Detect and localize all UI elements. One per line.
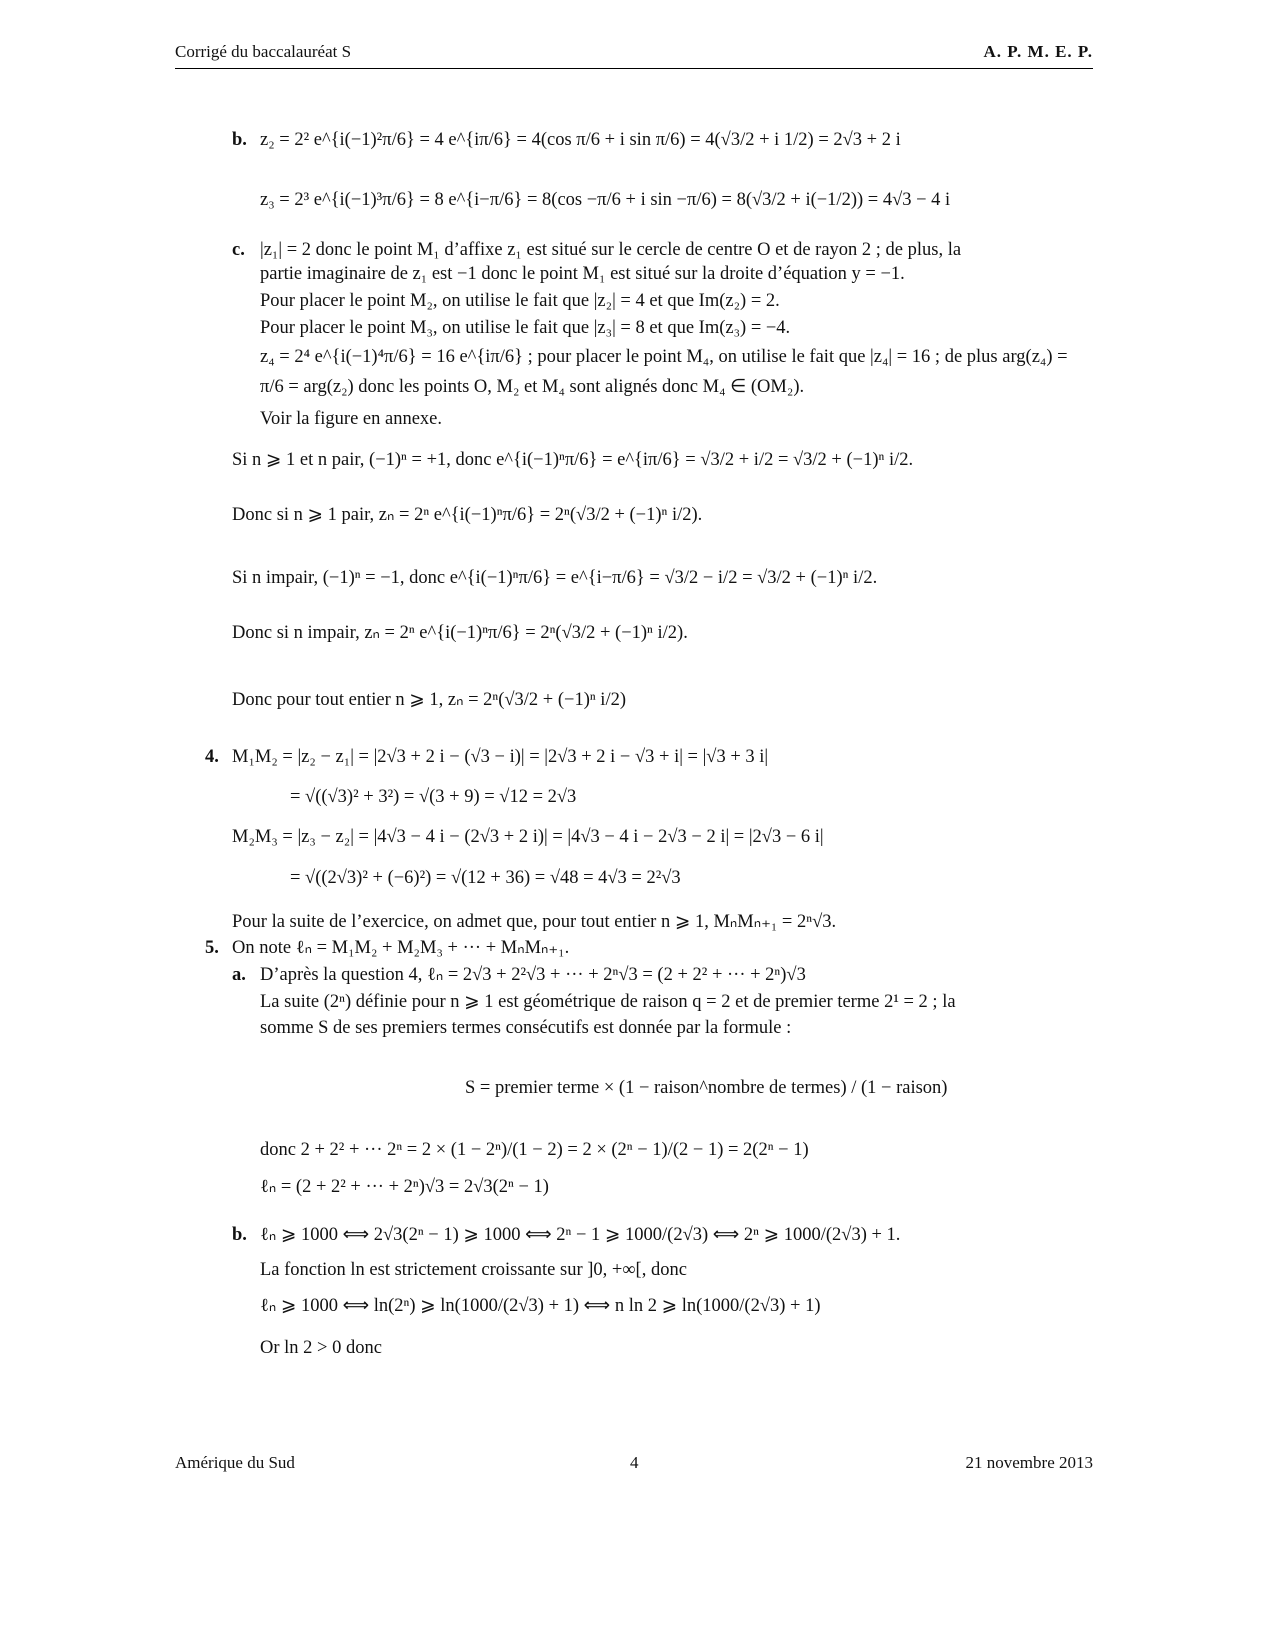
case-odd-line: Si n impair, (−1)ⁿ = −1, donc e^{i(−1)ⁿπ/6} = e^{i−π/6} = √3/2 − i/2 = √3/2 + (−1)ⁿ i/2. [232, 568, 878, 588]
question-c-line-5: z₄ = 2⁴ e^{i(−1)⁴π/6} = 16 e^{iπ/6} ; pour placer le point M₄, on utilise le fait que |z₄| = 16 ; de plus arg(z₄) = [260, 347, 1068, 367]
m1m2-line-2: = √((√3)² + 3²) = √(3 + 9) = √12 = 2√3 [290, 787, 577, 807]
footer-location: Amérique du Sud [175, 1453, 295, 1472]
m1m2-line-1: M₁M₂ = |z₂ − z₁| = |2√3 + 2 i − (√3 − i)| = |2√3 + 2 i − √3 + i| = |√3 + 3 i| [232, 747, 769, 767]
question-5a-label: a. [232, 965, 246, 985]
case-odd-conclusion: Donc si n impair, zₙ = 2ⁿ e^{i(−1)ⁿπ/6} = 2ⁿ(√3/2 + (−1)ⁿ i/2). [232, 623, 688, 643]
m2m3-line-2: = √((2√3)² + (−6)²) = √(12 + 36) = √48 = 4√3 = 2²√3 [290, 868, 681, 888]
question-4-admission: Pour la suite de l’exercice, on admet que, pour tout entier n ⩾ 1, MₙMₙ₊₁ = 2ⁿ√3. [232, 912, 837, 932]
question-c-line-6: π/6 = arg(z₂) donc les points O, M₂ et M₄ sont alignés donc M₄ ∈ (OM₂). [260, 377, 805, 397]
page-header [175, 42, 1093, 69]
question-5b-label: b. [232, 1225, 247, 1245]
case-even-line: Si n ⩾ 1 et n pair, (−1)ⁿ = +1, donc e^{i(−1)ⁿπ/6} = e^{iπ/6} = √3/2 + i/2 = √3/2 + (−1)ⁿ i/2. [232, 450, 914, 470]
question-c-line-2: partie imaginaire de z₁ est −1 donc le point M₁ est situé sur la droite d’équation y = −1. [260, 264, 905, 284]
header-publisher: A. P. M. E. P. [983, 42, 1093, 61]
page-number: 4 [630, 1453, 639, 1472]
question-c-label: c. [232, 240, 245, 260]
z2-equation: z₂ = 2² e^{i(−1)²π/6} = 4 e^{iπ/6} = 4(cos π/6 + i sin π/6) = 4(√3/2 + i 1/2) = 2√3 + 2 i [260, 130, 901, 150]
m2m3-line-1: M₂M₃ = |z₃ − z₂| = |4√3 − 4 i − (2√3 + 2 i)| = |4√3 − 4 i − 2√3 − 2 i| = |2√3 − 6 i| [232, 827, 824, 847]
question-b-label: b. [232, 130, 247, 150]
general-conclusion: Donc pour tout entier n ⩾ 1, zₙ = 2ⁿ(√3/2 + (−1)ⁿ i/2) [232, 690, 627, 710]
footer-date: 21 novembre 2013 [965, 1453, 1093, 1472]
question-c-line-3: Pour placer le point M₂, on utilise le fait que |z₂| = 4 et que Im(z₂) = 2. [260, 291, 780, 311]
question-5-label: 5. [205, 938, 219, 958]
question-5b-line-3: ℓₙ ⩾ 1000 ⟺ ln(2ⁿ) ⩾ ln(1000/(2√3) + 1) ⟺ n ln 2 ⩾ ln(1000/(2√3) + 1) [260, 1296, 821, 1316]
header-title: Corrigé du baccalauréat S [175, 42, 352, 61]
question-5b-line-4: Or ln 2 > 0 donc [260, 1338, 382, 1358]
z3-equation: z₃ = 2³ e^{i(−1)³π/6} = 8 e^{i−π/6} = 8(cos −π/6 + i sin −π/6) = 8(√3/2 + i(−1/2)) = 4√3 − 4 i [260, 190, 951, 210]
question-4-label: 4. [205, 747, 219, 767]
question-5b-line-2: La fonction ln est strictement croissante sur ]0, +∞[, donc [260, 1260, 687, 1280]
question-c-line-4: Pour placer le point M₃, on utilise le fait que |z₃| = 8 et que Im(z₃) = −4. [260, 318, 791, 338]
question-c-line-7: Voir la figure en annexe. [260, 409, 443, 429]
case-even-conclusion: Donc si n ⩾ 1 pair, zₙ = 2ⁿ e^{i(−1)ⁿπ/6} = 2ⁿ(√3/2 + (−1)ⁿ i/2). [232, 505, 703, 525]
question-c-line-1: |z₁| = 2 donc le point M₁ d’affixe z₁ est situé sur le cercle de centre O et de rayon 2 ; de plus, la [260, 240, 962, 260]
question-5a-line-5: ℓₙ = (2 + 2² + ··· + 2ⁿ)√3 = 2√3(2ⁿ − 1) [260, 1177, 549, 1197]
question-5a-line-1: D’après la question 4, ℓₙ = 2√3 + 2²√3 + ··· + 2ⁿ√3 = (2 + 2² + ··· + 2ⁿ)√3 [260, 965, 806, 985]
geometric-sum-formula: S = premier terme × (1 − raison^nombre de termes) / (1 − raison) [465, 1078, 948, 1098]
question-5a-line-2: La suite (2ⁿ) définie pour n ⩾ 1 est géométrique de raison q = 2 et de premier terme 2¹ = 2 ; la [260, 992, 956, 1012]
question-5a-line-4: donc 2 + 2² + ··· 2ⁿ = 2 × (1 − 2ⁿ)/(1 − 2) = 2 × (2ⁿ − 1)/(2 − 1) = 2(2ⁿ − 1) [260, 1140, 809, 1160]
question-5a-line-3: somme S de ses premiers termes consécutifs est donnée par la formule : [260, 1018, 792, 1038]
question-5b-line-1: ℓₙ ⩾ 1000 ⟺ 2√3(2ⁿ − 1) ⩾ 1000 ⟺ 2ⁿ − 1 ⩾ 1000/(2√3) ⟺ 2ⁿ ⩾ 1000/(2√3) + 1. [260, 1225, 901, 1245]
question-5-intro: On note ℓₙ = M₁M₂ + M₂M₃ + ··· + MₙMₙ₊₁. [232, 938, 570, 958]
